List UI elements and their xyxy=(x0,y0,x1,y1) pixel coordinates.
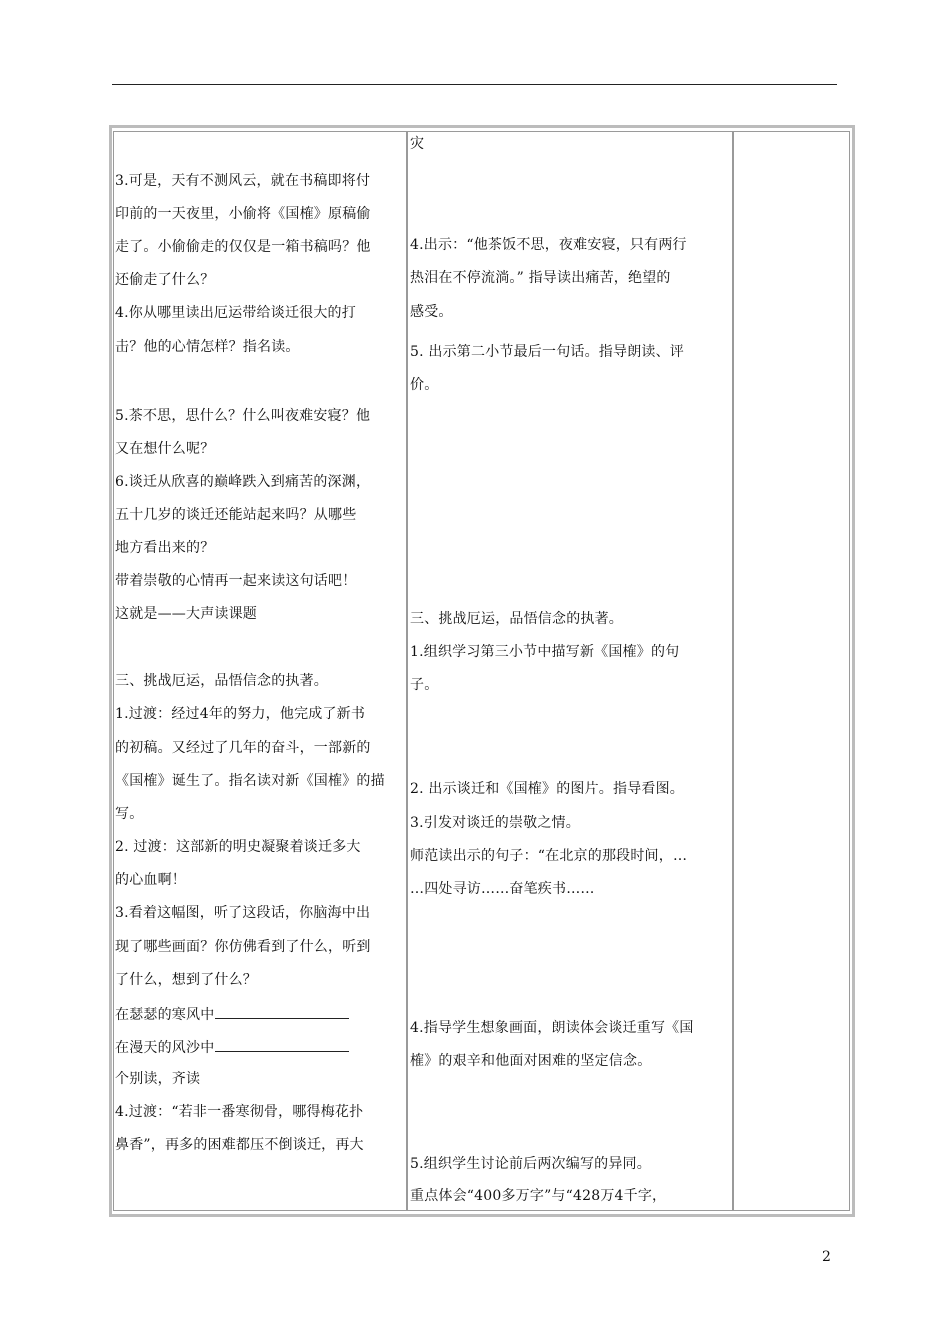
text-line: 4.指导学生想象画面，朗读体会谈迁重写《国 xyxy=(410,1020,694,1036)
fill-in-line xyxy=(115,1004,349,1024)
text-line: 价。 xyxy=(410,377,439,393)
text-line: 4.你从哪里读出厄运带给谈迁很大的打 xyxy=(115,305,356,321)
text-line: 走了。小偷偷走的仅仅是一箱书稿吗？他 xyxy=(115,239,371,255)
fill-in-line xyxy=(115,1037,349,1057)
text-line: 的初稿。又经过了几年的奋斗，一部新的 xyxy=(115,740,371,756)
student-activity-cell xyxy=(407,131,733,1211)
text-line: 五十几岁的谈迁还能站起来吗？从哪些 xyxy=(115,507,357,523)
text-line: 子。 xyxy=(410,677,439,693)
text-line: 4.过渡：“若非一番寒彻骨，哪得梅花扑 xyxy=(115,1104,364,1120)
text-line: 的心血啊！ xyxy=(115,872,186,888)
text-line: 热泪在不停流淌。” 指导读出痛苦，绝望的 xyxy=(410,270,671,286)
text-line: 击？他的心情怎样？指名读。 xyxy=(115,339,300,355)
text-line: 5. 出示第二小节最后一句话。指导朗读、评 xyxy=(410,344,685,360)
text-line: 1.组织学习第三小节中描写新《国榷》的句 xyxy=(410,644,680,660)
text-line: 3.引发对谈迁的崇敬之情。 xyxy=(410,815,580,831)
page-number: 2 xyxy=(822,1249,831,1265)
text-line: 重点体会“400多万字”与“428万4千字， xyxy=(410,1188,667,1204)
text-line: 2. 过渡：这部新的明史凝聚着谈迁多大 xyxy=(115,839,361,855)
text-line: 6.谈迁从欣喜的巅峰跌入到痛苦的深渊， xyxy=(115,474,371,490)
text-line: 灾 xyxy=(410,136,425,152)
text-line: 写。 xyxy=(115,806,144,822)
text-line: 师范读出示的句子：“在北京的那段时间，… xyxy=(410,848,688,864)
header-rule xyxy=(112,84,837,85)
text-line: 三、挑战厄运，品悟信念的执著。 xyxy=(115,673,328,689)
text-line: 又在想什么呢？ xyxy=(115,441,215,457)
fill-in-prompt: 在漫天的风沙中 xyxy=(115,1040,215,1056)
text-line: 3.看着这幅图，听了这段话，你脑海中出 xyxy=(115,905,371,921)
text-line: 现了哪些画面？你仿佛看到了什么，听到 xyxy=(115,939,371,955)
text-line: 带着崇敬的心情再一起来读这句话吧！ xyxy=(115,573,357,589)
text-line: 4.出示：“他茶饭不思，夜难安寝，只有两行 xyxy=(410,237,687,253)
text-line: 这就是——大声读课题 xyxy=(115,606,257,622)
text-line: 印前的一天夜里，小偷将《国榷》原稿偷 xyxy=(115,206,371,222)
text-line: 5.茶不思，思什么？什么叫夜难安寝？他 xyxy=(115,408,371,424)
text-line: 三、挑战厄运，品悟信念的执著。 xyxy=(410,611,623,627)
answer-blank xyxy=(215,1037,349,1052)
text-line: 感受。 xyxy=(410,304,453,320)
teacher-activity-cell xyxy=(113,131,407,1211)
text-line: 个别读，齐读 xyxy=(115,1071,201,1087)
text-line: 地方看出来的？ xyxy=(115,540,215,556)
text-line: 还偷走了什么？ xyxy=(115,272,215,288)
text-line: 《国榷》诞生了。指名读对新《国榷》的描 xyxy=(115,773,385,789)
fill-in-prompt: 在瑟瑟的寒风中 xyxy=(115,1007,215,1023)
text-line: 了什么，想到了什么？ xyxy=(115,972,257,988)
text-line: …四处寻访……奋笔疾书…… xyxy=(410,881,595,897)
notes-cell xyxy=(733,131,850,1211)
answer-blank xyxy=(215,1004,349,1019)
text-line: 2. 出示谈迁和《国榷》的图片。指导看图。 xyxy=(410,781,685,797)
text-line: 榷》的艰辛和他面对困难的坚定信念。 xyxy=(410,1053,652,1069)
text-line: 1.过渡：经过4年的努力，他完成了新书 xyxy=(115,706,366,722)
text-line: 5.组织学生讨论前后两次编写的异同。 xyxy=(410,1156,651,1172)
text-line: 鼻香”，再多的困难都压不倒谈迁，再大 xyxy=(115,1137,364,1153)
text-line: 3.可是，天有不测风云，就在书稿即将付 xyxy=(115,173,371,189)
